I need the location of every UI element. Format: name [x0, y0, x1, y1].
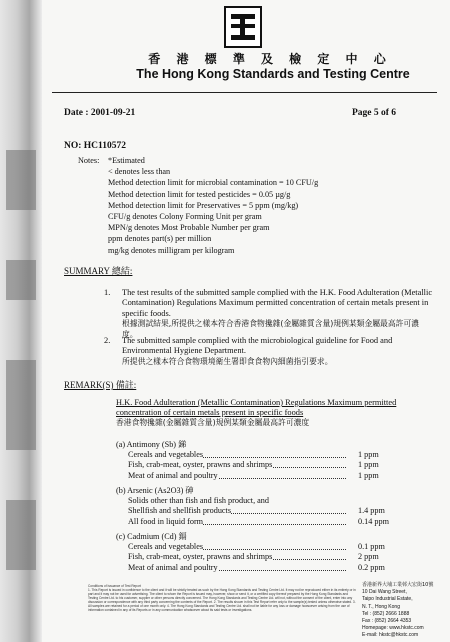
scanner-edge-shadow: [0, 0, 42, 642]
element-name: (a) Antimony (Sb) 銻: [116, 440, 187, 449]
limit-row: [128, 471, 436, 481]
centre-address: [362, 582, 448, 640]
note-line: ppm denotes part(s) per million: [108, 234, 212, 244]
hkstc-logo: [224, 6, 262, 48]
note-line: Method detection limit for Preservatives = 5 ppm (mg/kg): [108, 200, 299, 210]
food-category: Fish, crab-meat, oyster, prawns and shrimps: [128, 460, 273, 470]
notes-label: Notes:: [78, 156, 100, 165]
food-category-note: Solids other than fish and fish product, and: [128, 496, 269, 506]
limit-row: [128, 563, 436, 573]
element-name: (b) Arsenic (As2O3) 砷: [116, 486, 194, 495]
limit-row: [128, 506, 436, 516]
food-category: Meat of animal and poultry: [128, 470, 218, 480]
centre-title-english: The Hong Kong Standards and Testing Centre: [136, 67, 410, 81]
limit-row: [128, 517, 436, 527]
limit-row: [128, 552, 436, 562]
summary-item-2: [104, 336, 434, 367]
limit-value: 0.2 ppm: [358, 562, 385, 572]
limit-value: 1.4 ppm: [358, 506, 385, 516]
limit-value: 0.14 ppm: [358, 516, 389, 526]
report-date: Date : 2001-09-21: [64, 108, 136, 118]
limit-value: 1 ppm: [358, 450, 379, 460]
limit-row: [128, 542, 436, 552]
element-antimony: [116, 440, 436, 481]
summary-item-text-en: The test results of the submitted sample complied with the H.K. Food Adulteration (Metallic Contamination) Regulations Maximum permitted concentration of certain metals present in specific foods.: [122, 288, 433, 318]
food-category: Cereals and vegetables: [128, 450, 204, 460]
note-line: Method detection limit for microbial contamination = 10 CFU/g: [108, 178, 319, 188]
summary-item-text-zh: 所提供之樣本符合食物環境衛生署即食食物內細菌指引要求。: [122, 356, 333, 366]
note-line: CFU/g denotes Colony Forming Unit per gram: [108, 212, 262, 222]
food-category: Cereals and vegetables: [128, 542, 204, 552]
address-line: Taipo Industrial Estate,: [362, 596, 413, 603]
address-line: Homepage: www.hkstc.com: [362, 625, 424, 632]
note-line: Method detection limit for tested pesticides = 0.05 µg/g: [108, 189, 291, 199]
element-arsenic: [116, 486, 436, 527]
note-line: *Estimated: [108, 156, 145, 165]
summary-item-text-en: The submitted sample complied with the microbiological guideline for Food and Environmental Hygiene Department.: [122, 336, 393, 356]
report-number: NO: HC110572: [64, 141, 127, 151]
address-line: E-mail: hkstc@hkstc.com: [362, 632, 419, 639]
address-line: Tel : (852) 2666 1888: [362, 610, 410, 617]
note-line: mg/kg denotes milligram per kilogram: [108, 245, 235, 255]
food-category: Meat of animal and poultry: [128, 562, 218, 572]
conditions-footnote: [88, 584, 356, 640]
address-line: Fax : (852) 2664 4353: [362, 618, 412, 625]
summary-item-text-zh: 根據測試結果,所提供之樣本符合香港食物攙雜(金屬雜質含量)規例某類金屬最高許可濃度。: [122, 319, 420, 339]
page-number: Page 5 of 6: [352, 108, 397, 118]
summary-item-number: 2.: [104, 336, 111, 345]
limit-value: 1 ppm: [358, 470, 379, 480]
summary-item-number: 1.: [104, 288, 111, 297]
notes-block: [78, 155, 318, 256]
limit-value: 1 ppm: [358, 460, 379, 470]
note-line: < denotes less than: [108, 167, 171, 177]
conditions-text: 1. This Report is issued in confidence to the client and it will be strictly treated as such by the Hong Kong Standards and Testing Centre Ltd. It may not be reproduced either in its entirety or in part and it may not be used for advertising. The client to whom the Report is issued may, however, show or send it, or a certified copy thereof prepared by the Hong Kong Standards and Testing Centre Ltd. to his customer, supplier or other persons directly concerned. The Hong Kong Standards and Testing Centre Ltd. will not, without the consent of the client, enter into any discussion or correspondence with any third party concerning the contents of the Report. 2. The results shown in this Test Report refer only to the sample(s) tested unless otherwise stated. 3. All samples are retained for a period of one month only. 4. The Hong Kong Standards and Testing Centre Ltd. shall not be liable for any loss or damage howsoever arising from the use of information contained in any of its Reports or in any communication whatsoever about its said tests or investigations.: [88, 588, 356, 612]
remarks-heading: REMARK(S) 備註:: [64, 380, 137, 390]
remarks-regulation-title: [116, 398, 436, 429]
note-line: MPN/g denotes Most Probable Number per gram: [108, 223, 270, 233]
address-line: 10 Dai Wang Street,: [362, 589, 407, 596]
address-line: 香港新界大埔工業邨大宏街10號: [362, 582, 434, 588]
summary-item-1: [104, 288, 434, 340]
limit-value: 2 ppm: [358, 552, 379, 562]
element-name: (c) Cadmium (Cd) 鎘: [116, 532, 187, 541]
address-line: N. T., Hong Kong: [362, 603, 400, 610]
limit-row: [128, 460, 436, 470]
food-category: All food in liquid form: [128, 516, 204, 526]
limit-row: [128, 450, 436, 460]
conditions-heading: Conditions of Issuance of Test Report: [88, 584, 141, 588]
food-category: Fish, crab-meat, oyster, prawns and shrimps: [128, 552, 273, 562]
element-cadmium: [116, 532, 436, 573]
regulation-title-en: H.K. Food Adulteration (Metallic Contamination) Regulations Maximum permitted concentration of certain metals present in specific foods: [116, 398, 397, 418]
regulation-title-zh: 香港食物攙雜(金屬雜質含量)規例某類金屬最高許可濃度: [116, 418, 310, 428]
limit-value: 0.1 ppm: [358, 542, 385, 552]
food-category: Shellfish and shellfish products: [128, 506, 232, 516]
header-divider: [52, 92, 437, 93]
centre-title-chinese: 香 港 標 準 及 檢 定 中 心: [148, 52, 392, 66]
summary-heading: SUMMARY 總結:: [64, 266, 133, 276]
